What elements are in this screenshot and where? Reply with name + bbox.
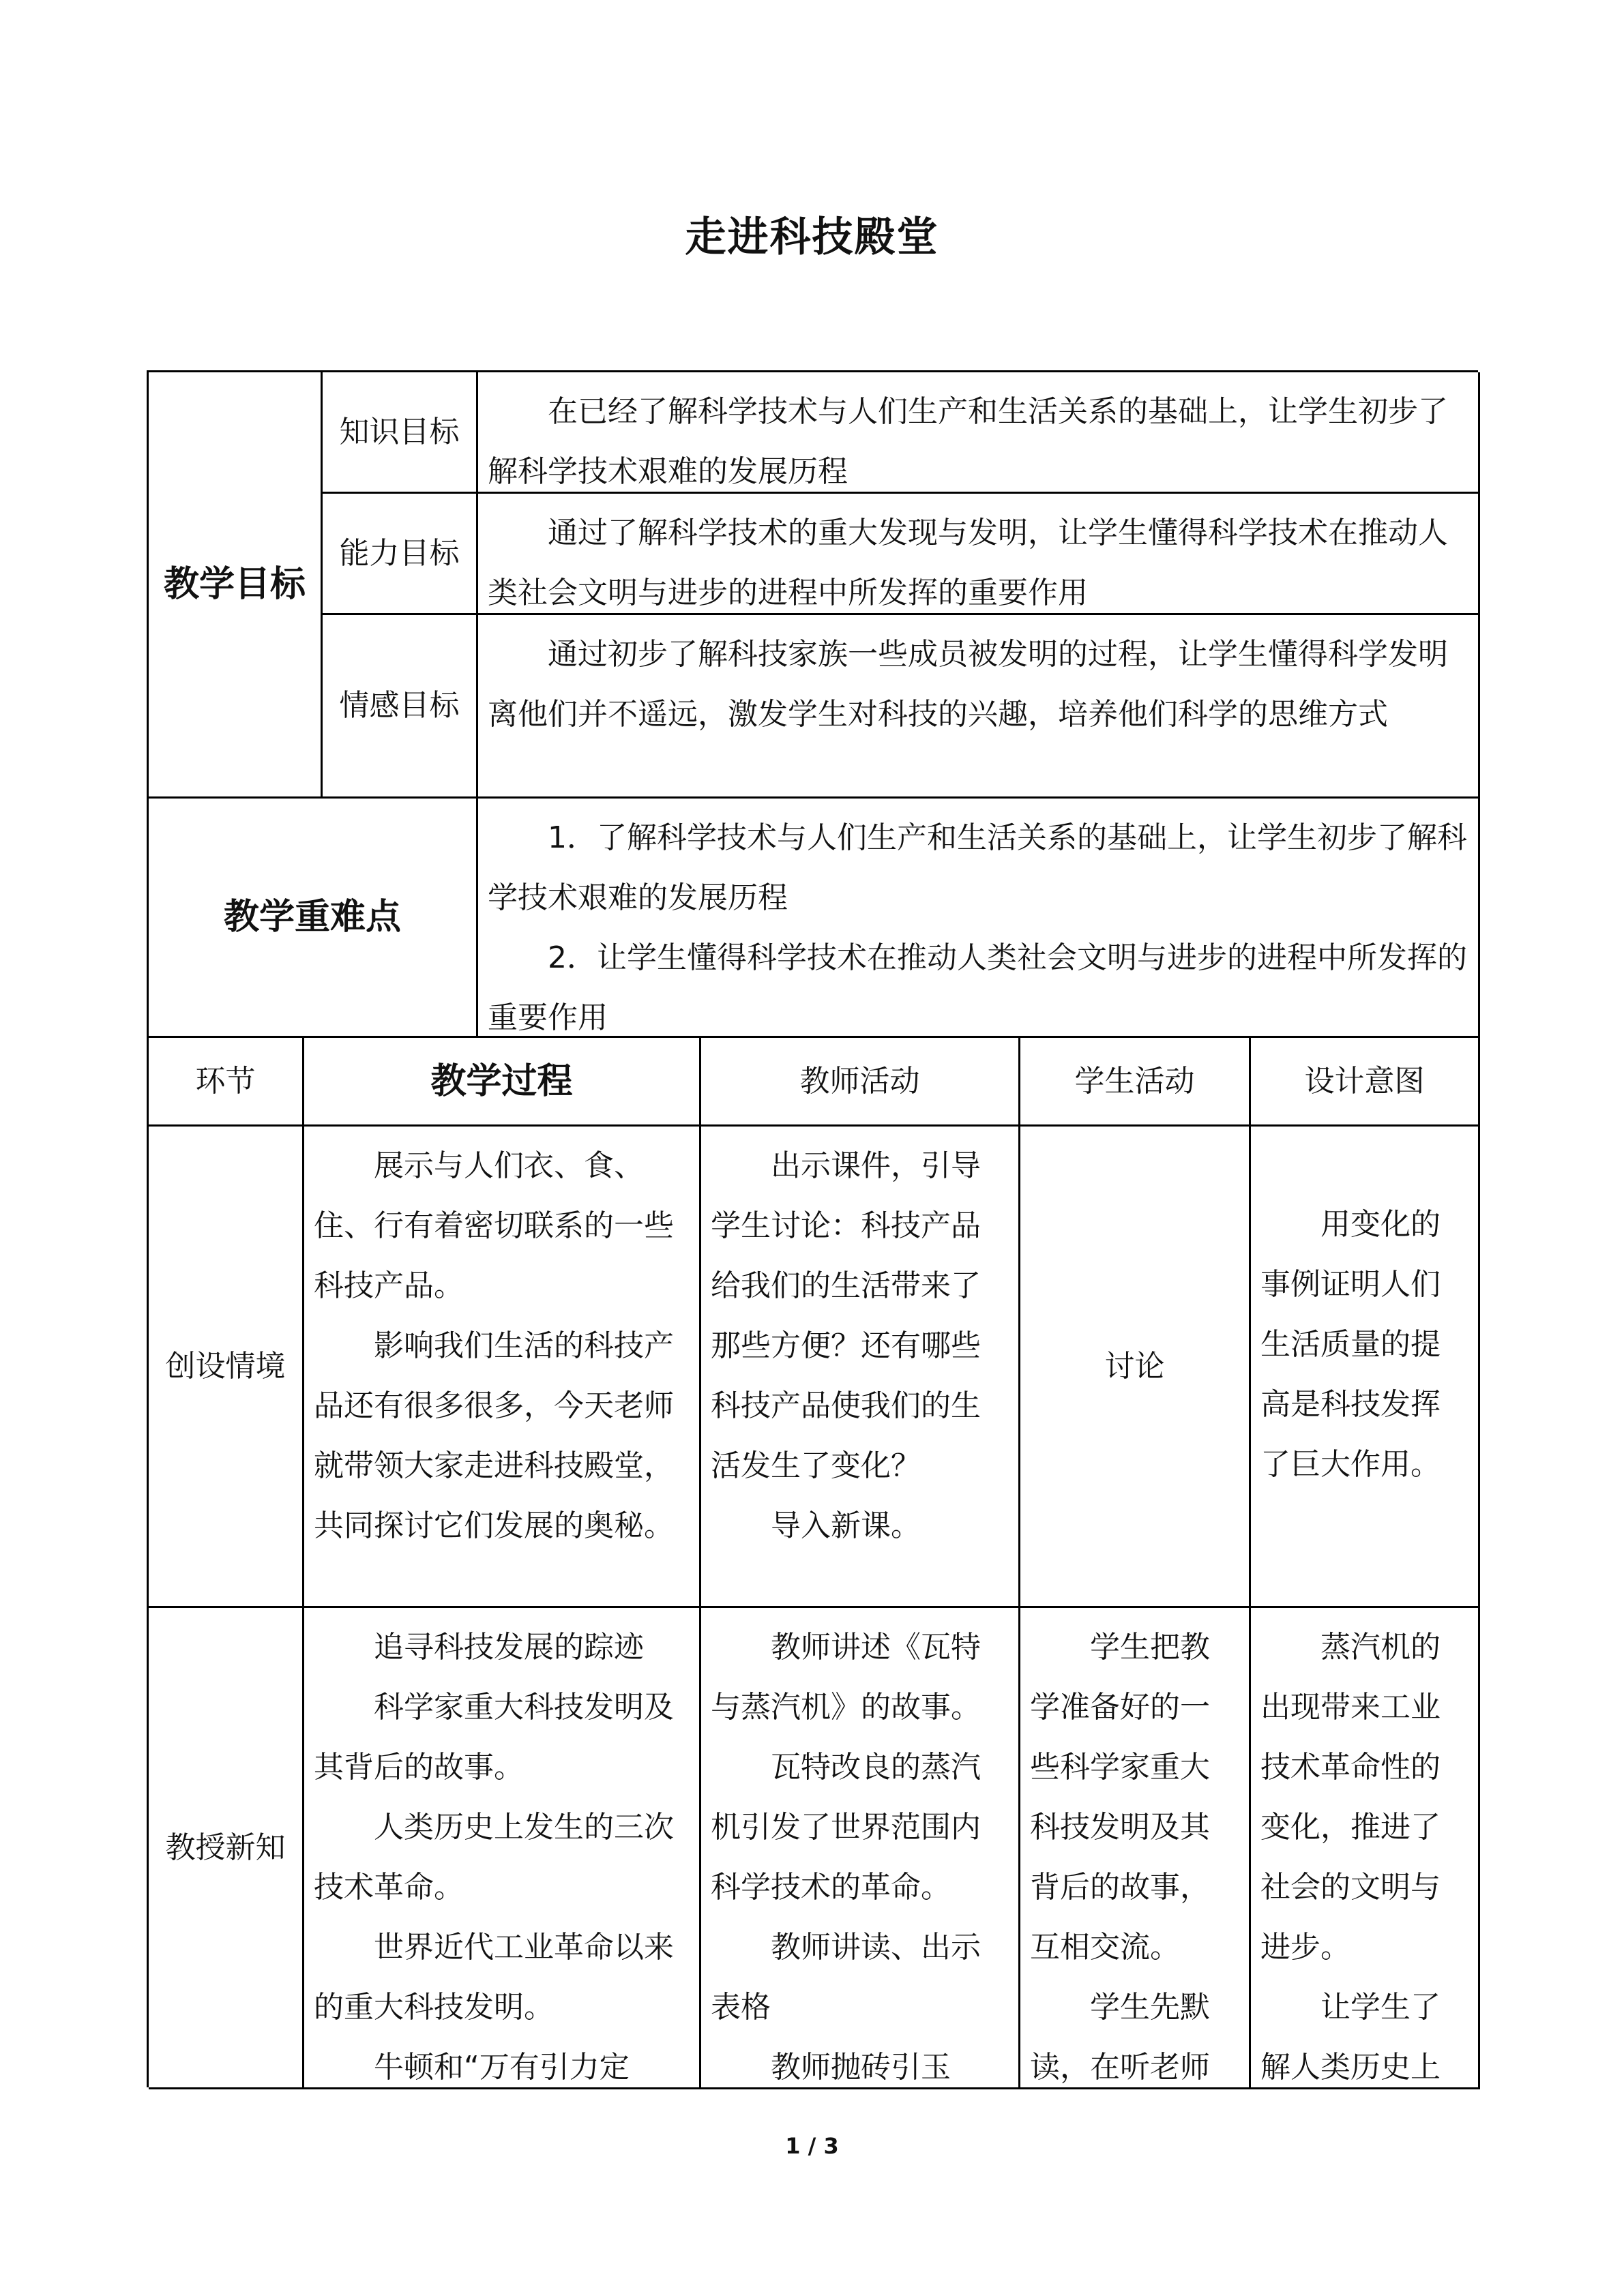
stage-process-cell bbox=[304, 1608, 701, 2089]
stage-student-cell: 讨论 bbox=[1020, 1127, 1251, 1608]
stage-name: 创设情境 bbox=[149, 1127, 304, 1608]
stage-process-cell bbox=[304, 1127, 701, 1608]
student-paragraph: 学生把教学准备好的一些科学家重大科技发明及其背后的故事，互相交流。 bbox=[1030, 1630, 1210, 1965]
intent-paragraph: 让学生了解人类历史上 bbox=[1260, 1990, 1441, 2085]
stage-teacher-cell bbox=[701, 1608, 1020, 2089]
header-process: 教学过程 bbox=[304, 1038, 701, 1127]
header-stage: 环节 bbox=[149, 1038, 304, 1127]
objective-text: 在已经了解科学技术与人们生产和生活关系的基础上，让学生初步了解科学技术艰难的发展历程 bbox=[488, 394, 1448, 489]
header-teacher: 教师活动 bbox=[701, 1038, 1020, 1127]
student-paragraph: 学生先默读，在听老师 bbox=[1030, 1990, 1210, 2085]
teacher-paragraph: 导入新课。 bbox=[771, 1508, 921, 1543]
page-title: 走进科技殿堂 bbox=[685, 213, 939, 261]
key-point-item: 2．让学生懂得科学技术在推动人类社会文明与进步的进程中所发挥的重要作用 bbox=[488, 940, 1467, 1035]
key-points-label: 教学重难点 bbox=[149, 799, 478, 1038]
teacher-paragraph: 教师讲述《瓦特与蒸汽机》的故事。 bbox=[711, 1630, 981, 1725]
teacher-paragraph: 出示课件，引导学生讨论：科技产品给我们的生活带来了那些方便？还有哪些科技产品使我们的生活发生了变化？ bbox=[711, 1148, 981, 1483]
stage-intent-cell bbox=[1251, 1608, 1480, 2089]
header-intent: 设计意图 bbox=[1251, 1038, 1480, 1127]
page-number: 1 / 3 bbox=[785, 2133, 839, 2159]
header-student: 学生活动 bbox=[1020, 1038, 1251, 1127]
stage-name: 教授新知 bbox=[149, 1608, 304, 2089]
process-paragraph: 人类历史上发生的三次技术革命。 bbox=[314, 1810, 674, 1905]
objective-text: 通过初步了解科技家族一些成员被发明的过程，让学生懂得科学发明离他们并不遥远，激发学生对科技的兴趣，培养他们科学的思维方式 bbox=[488, 637, 1448, 732]
objective-name-ability: 能力目标 bbox=[323, 494, 478, 615]
key-points-text bbox=[478, 799, 1480, 1038]
process-paragraph: 展示与人们衣、食、住、行有着密切联系的一些科技产品。 bbox=[314, 1148, 674, 1303]
objective-name-knowledge: 知识目标 bbox=[323, 372, 478, 494]
objective-text: 通过了解科学技术的重大发现与发明，让学生懂得科学技术在推动人类社会文明与进步的进程中所发挥的重要作用 bbox=[488, 516, 1448, 610]
key-point-item: 1．了解科学技术与人们生产和生活关系的基础上，让学生初步了解科学技术艰难的发展历程 bbox=[488, 820, 1467, 915]
lesson-plan-table bbox=[147, 370, 1478, 2087]
intent-paragraph: 蒸汽机的出现带来工业技术革命性的变化，推进了社会的文明与进步。 bbox=[1260, 1630, 1441, 1965]
intent-paragraph: 用变化的事例证明人们生活质量的提高是科技发挥了巨大作用。 bbox=[1260, 1207, 1441, 1482]
objective-text-knowledge bbox=[478, 372, 1480, 494]
teacher-paragraph: 教师抛砖引玉 bbox=[771, 2050, 951, 2085]
objective-text-emotion bbox=[478, 615, 1480, 799]
objective-text-ability bbox=[478, 494, 1480, 615]
teacher-paragraph: 瓦特改良的蒸汽机引发了世界范围内科学技术的革命。 bbox=[711, 1750, 981, 1905]
stage-intent-cell bbox=[1251, 1127, 1480, 1608]
process-paragraph: 世界近代工业革命以来的重大科技发明。 bbox=[314, 1930, 674, 2025]
process-paragraph: 科学家重大科技发明及其背后的故事。 bbox=[314, 1690, 674, 1785]
process-paragraph: 牛顿和“万有引力定 bbox=[374, 2050, 630, 2085]
stage-teacher-cell bbox=[701, 1127, 1020, 1608]
stage-student-cell bbox=[1020, 1608, 1251, 2089]
objective-name-emotion: 情感目标 bbox=[323, 615, 478, 799]
process-paragraph: 影响我们生活的科技产品还有很多很多，今天老师就带领大家走进科技殿堂，共同探讨它们发展的奥秘。 bbox=[314, 1328, 674, 1543]
objectives-label: 教学目标 bbox=[149, 372, 323, 799]
teacher-paragraph: 教师讲读、出示表格 bbox=[711, 1930, 981, 2025]
process-paragraph: 追寻科技发展的踪迹 bbox=[374, 1630, 644, 1665]
